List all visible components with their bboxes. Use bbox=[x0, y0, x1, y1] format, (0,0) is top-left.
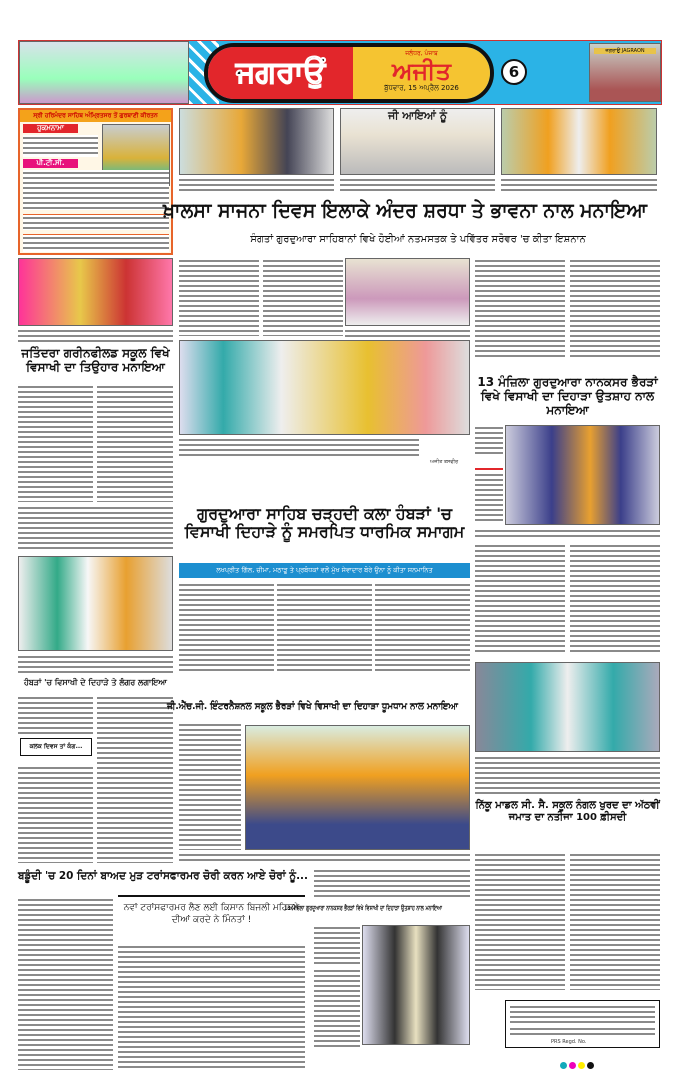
photo-byline: ਅਜੀਤ ਤਸਵੀਰ bbox=[430, 459, 459, 465]
lead-photo-2 bbox=[340, 108, 495, 175]
gurdwara-photo-small bbox=[345, 258, 470, 326]
school-headline: ਜਤਿੰਦਰਾ ਗਰੀਨਫੀਲਡ ਸਕੂਲ ਵਿਖੇ ਵਿਸਾਖੀ ਦਾ ਤਿਉਹਾਰ ਮਨਾਇਆ bbox=[21, 346, 170, 374]
lead-headline bbox=[162, 198, 660, 222]
ptc-label: ਪੀ.ਟੀ.ਸੀ. bbox=[23, 159, 78, 168]
nikku-photo bbox=[475, 662, 660, 752]
badundi-headline bbox=[18, 870, 308, 883]
badundi-box-text: ਨਵਾਂ ਟਰਾਂਸਫਾਰਮਰ ਲੈਣ ਲਈ ਕਿਸਾਨ ਬਿਜਲੀ ਮਹਿਕਮੇ ਦੀਆਂ ਕਰਦੇ ਨੇ ਮਿੰਨਤਾਂ ! bbox=[123, 903, 300, 925]
nanaksar2-photo bbox=[362, 925, 470, 1045]
masthead-edition: ਜਲੰਧਰ, ਪੰਜਾਬ bbox=[405, 50, 438, 57]
chardikala-strip-text: ਲਖਪ੍ਰੀਤ ਗਿੱਲ, ਚੀਮਾ, ਮਠਾੜੂ ਤੇ ਪ੍ਰਬੰਧਕਾਂ ਵਲੋਂ ਮੁੱਖ ਸੇਵਾਦਾਰ ਬੋਰੇ ਉਨਾ ਨੂੰ ਕੀਤਾ ਸਨਮਾਨਿਤ bbox=[216, 566, 433, 574]
hukamnama-title-text: ਸ੍ਰੀ ਹਰਿਮੰਦਰ ਸਾਹਿਬ ਅੰਮ੍ਰਿਤਸਰ ਤੋਂ ਗੁਰਬਾਣੀ ਕੀਰਤਨ bbox=[33, 112, 158, 119]
imprint-box bbox=[505, 1000, 660, 1048]
ghg-headline bbox=[167, 701, 470, 713]
langar-headline-text: ਹੰਬੜਾਂ 'ਚ ਵਿਸਾਖੀ ਦੇ ਦਿਹਾੜੇ ਤੇ ਲੰਗਰ ਲਗਾਇਆ bbox=[24, 678, 167, 687]
column-box bbox=[20, 738, 92, 756]
ghg-headline-text: ਜੀ.ਐੱਚ.ਜੀ. ਇੰਟਰਨੈਸ਼ਨਲ ਸਕੂਲ ਭੈਰੜਾਂ ਵਿਖੇ ਵਿਸਾਖੀ ਦਾ ਦਿਹਾੜਾ ਧੂਮਧਾਮ ਨਾਲ ਮਨਾਇਆ bbox=[167, 701, 459, 712]
hukamnama-title bbox=[20, 110, 171, 122]
masthead-pill bbox=[204, 43, 494, 103]
nikku-headline: ਨਿੱਕੂ ਮਾਡਲ ਸੀ. ਸੈ. ਸਕੂਲ ਨੰਗਲ ਖੁਰਦ ਦਾ ਅੱਠਵੀਂ ਜਮਾਤ ਦਾ ਨਤੀਜਾ 100 ਫ਼ੀਸਦੀ bbox=[475, 800, 660, 823]
nanaksar2-headline bbox=[283, 904, 472, 912]
nanaksar2-headline-text: 13 ਮੰਜ਼ਿਲਾ ਗੁਰਦੁਆਰਾ ਨਾਨਕਸਰ ਭੈਰੜਾਂ ਵਿਖੇ ਵਿਸਾਖੀ ਦਾ ਦਿਹਾੜਾ ਉਤਸ਼ਾਹ ਨਾਲ ਮਨਾਇਆ bbox=[283, 904, 442, 912]
masthead-paper: ਅਜੀਤ bbox=[392, 57, 451, 85]
masthead-city: ਜਗਰਾਉਂ bbox=[208, 47, 353, 99]
chardikala-headline: ਗੁਰਦੁਆਰਾ ਸਾਹਿਬ ਚੜ੍ਹਦੀ ਕਲਾ ਹੰਬੜਾਂ 'ਚ ਵਿਸਾਖੀ ਦਿਹਾੜੇ ਨੂੰ ਸਮਰਪਿਤ ਧਾਰਮਿਕ ਸਮਾਗਮ bbox=[184, 504, 465, 542]
school-photo bbox=[18, 258, 173, 326]
chardikala-strip bbox=[179, 563, 470, 578]
ghg-photo bbox=[245, 725, 470, 850]
lead-headline-text: ਖ਼ਾਲਸਾ ਸਾਜਨਾ ਦਿਵਸ ਇਲਾਕੇ ਅੰਦਰ ਸ਼ਰਧਾ ਤੇ ਭਾਵਨਾ ਨਾਲ ਮਨਾਇਆ bbox=[162, 198, 647, 222]
masthead-photo-sign bbox=[589, 43, 661, 102]
langar-photo bbox=[18, 556, 173, 651]
hukamnama-label: ਹੁਕਮਨਾਮਾ bbox=[23, 124, 78, 133]
lead-subhead bbox=[176, 234, 660, 246]
lead-photo-3 bbox=[501, 108, 657, 175]
nanaksar-photo bbox=[505, 425, 660, 525]
color-registration-marks bbox=[560, 1062, 594, 1069]
badundi-headline-text: ਬਡੂੰਦੀ 'ਚ 20 ਦਿਨਾਂ ਬਾਅਦ ਮੁੜ ਟਰਾਂਸਫਾਰਮਰ ਚੋਰੀ ਕਰਨ ਆਏ ਚੋਰਾਂ ਨੂੰ... bbox=[18, 869, 308, 882]
group-photo bbox=[179, 340, 470, 435]
page-number: 6 bbox=[501, 59, 527, 85]
lead-photo-1 bbox=[179, 108, 334, 175]
langar-headline bbox=[18, 678, 173, 687]
nanaksar-headline: 13 ਮੰਜ਼ਿਲਾ ਗੁਰਦੁਆਰਾ ਨਾਨਕਸਰ ਭੈਰੜਾਂ ਵਿਖੇ ਵਿਸਾਖੀ ਦਾ ਦਿਹਾੜਾ ਉਤਸ਼ਾਹ ਨਾਲ ਮਨਾਇਆ bbox=[477, 375, 658, 417]
photo-banner-text: ਜੀ ਆਇਆਂ ਨੂੰ bbox=[388, 109, 447, 122]
sign-text: ਜਗਰਾਉਂ JAGRAON bbox=[594, 48, 656, 54]
badundi-box bbox=[118, 895, 305, 940]
column-box-text: ਕਲਕ ਦਿਵਸ ਤਾਂ ਕੰਗ... bbox=[29, 743, 83, 750]
lead-subhead-text: ਸੰਗਤਾਂ ਗੁਰਦੁਆਰਾ ਸਾਹਿਬਾਨਾਂ ਵਿਖੇ ਹੋਈਆਂ ਨਤਮਸਤਕ ਤੇ ਪਵਿੱਤਰ ਸਰੋਵਰ 'ਚ ਕੀਤਾ ਇਸ਼ਨਾਨ bbox=[250, 234, 586, 245]
hukamnama-box bbox=[18, 108, 173, 255]
red-rule bbox=[475, 468, 503, 470]
imprint-regd: PRS Regd. No. bbox=[551, 1039, 587, 1045]
masthead-date: ਬੁੱਧਵਾਰ, 15 ਅਪ੍ਰੈਲ 2026 bbox=[384, 84, 459, 92]
masthead bbox=[18, 40, 662, 105]
masthead-photo-gurdwara bbox=[19, 41, 189, 104]
